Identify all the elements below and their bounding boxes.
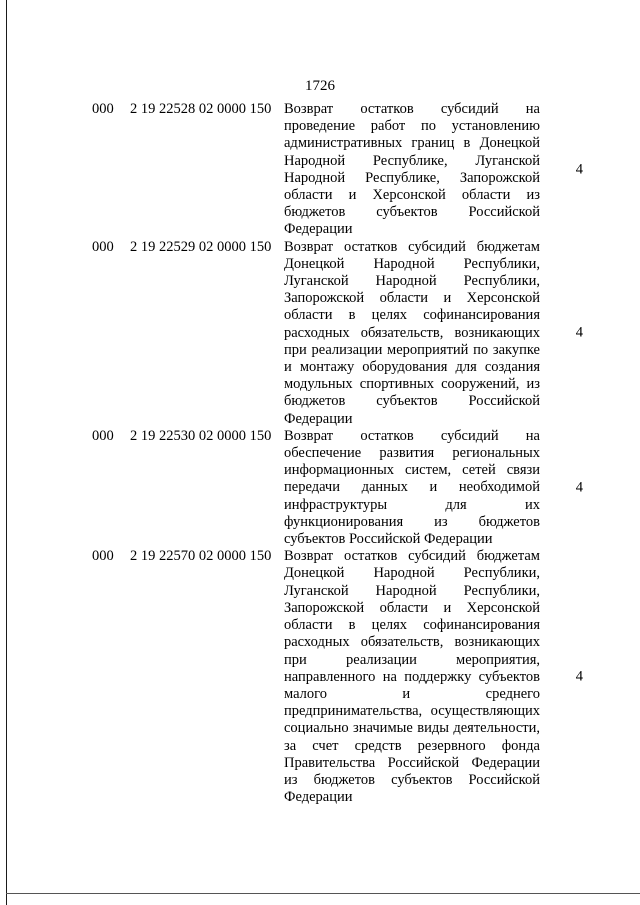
description-line: социально значимые виды деятельности, — [284, 720, 540, 737]
revenue-description — [284, 101, 540, 239]
description-line: области в целях софинансирования — [284, 307, 540, 324]
budget-classification-code: 2 19 22570 02 0000 150 — [130, 548, 272, 565]
revenue-description — [284, 548, 540, 806]
amount-value: 4 — [575, 161, 583, 178]
description-line: Возврат остатков субсидий бюджетам — [284, 548, 540, 565]
description-line: Федерации — [284, 221, 353, 238]
description-line: субъектов Российской Федерации — [284, 531, 493, 548]
description-line: Народной Республике, Луганской — [284, 152, 540, 169]
admin-code: 000 — [92, 101, 114, 117]
table-row — [0, 101, 640, 239]
description-line: области и Херсонской области из — [284, 187, 540, 204]
description-line: Возврат остатков субсидий на — [284, 427, 540, 444]
description-line: малого и среднего — [284, 685, 540, 702]
admin-code: 000 — [92, 427, 114, 444]
budget-classification-code: 2 19 22529 02 0000 150 — [130, 238, 272, 255]
description-line: Народной Республике, Запорожской — [284, 169, 540, 186]
description-line: Правительства Российской Федерации — [284, 754, 540, 771]
description-line: Возврат остатков субсидий бюджетам — [284, 238, 540, 255]
description-line: бюджетов субъектов Российской — [284, 393, 540, 410]
description-line: административных границ в Донецкой — [284, 135, 540, 152]
description-line: предпринимательства, осуществляющих — [284, 703, 540, 720]
description-line: и монтажу оборудования для создания — [284, 359, 540, 376]
description-line: обеспечение развития региональных — [284, 445, 540, 462]
admin-code: 000 — [92, 548, 114, 565]
description-line: за счет средств резервного фонда — [284, 737, 540, 754]
description-line: Луганской Народной Республики, — [284, 582, 540, 599]
amount-value: 4 — [575, 324, 583, 341]
description-line: из бюджетов субъектов Российской — [284, 771, 540, 788]
description-line: инфраструктуры для их — [284, 496, 540, 513]
budget-classification-code: 2 19 22530 02 0000 150 — [130, 427, 272, 444]
description-line: Запорожской области и Херсонской — [284, 290, 540, 307]
table-row — [0, 548, 640, 806]
budget-code-table — [0, 101, 640, 806]
amount-value: 4 — [575, 479, 583, 496]
description-line: Запорожской области и Херсонской — [284, 599, 540, 616]
description-line: передачи данных и необходимой — [284, 479, 540, 496]
description-line: Донецкой Народной Республики, — [284, 255, 540, 272]
table-row — [0, 428, 640, 548]
description-line: функционирования из бюджетов — [284, 513, 540, 530]
revenue-description — [284, 239, 540, 428]
admin-code: 000 — [92, 238, 114, 255]
amount-value: 4 — [575, 668, 583, 685]
description-line: Возврат остатков субсидий на — [284, 101, 540, 117]
description-line: расходных обязательств, возникающих — [284, 634, 540, 651]
description-line: расходных обязательств, возникающих — [284, 324, 540, 341]
description-line: области в целях софинансирования — [284, 617, 540, 634]
description-line: модульных спортивных сооружений, из — [284, 376, 540, 393]
description-line: информационных систем, сетей связи — [284, 462, 540, 479]
description-line: Федерации — [284, 789, 353, 806]
page-number: 1726 — [305, 78, 335, 94]
description-line: Федерации — [284, 410, 353, 427]
description-line: Луганской Народной Республики, — [284, 273, 540, 290]
revenue-description — [284, 428, 540, 548]
description-line: направленного на поддержку субъектов — [284, 668, 540, 685]
description-line: Донецкой Народной Республики, — [284, 565, 540, 582]
description-line: при реализации мероприятия, — [284, 651, 540, 668]
page-edge-bottom — [6, 893, 640, 894]
table-row — [0, 239, 640, 428]
description-line: бюджетов субъектов Российской — [284, 204, 540, 221]
description-line: проведение работ по установлению — [284, 118, 540, 135]
budget-classification-code: 2 19 22528 02 0000 150 — [130, 101, 272, 117]
description-line: при реализации мероприятий по закупке — [284, 341, 540, 358]
